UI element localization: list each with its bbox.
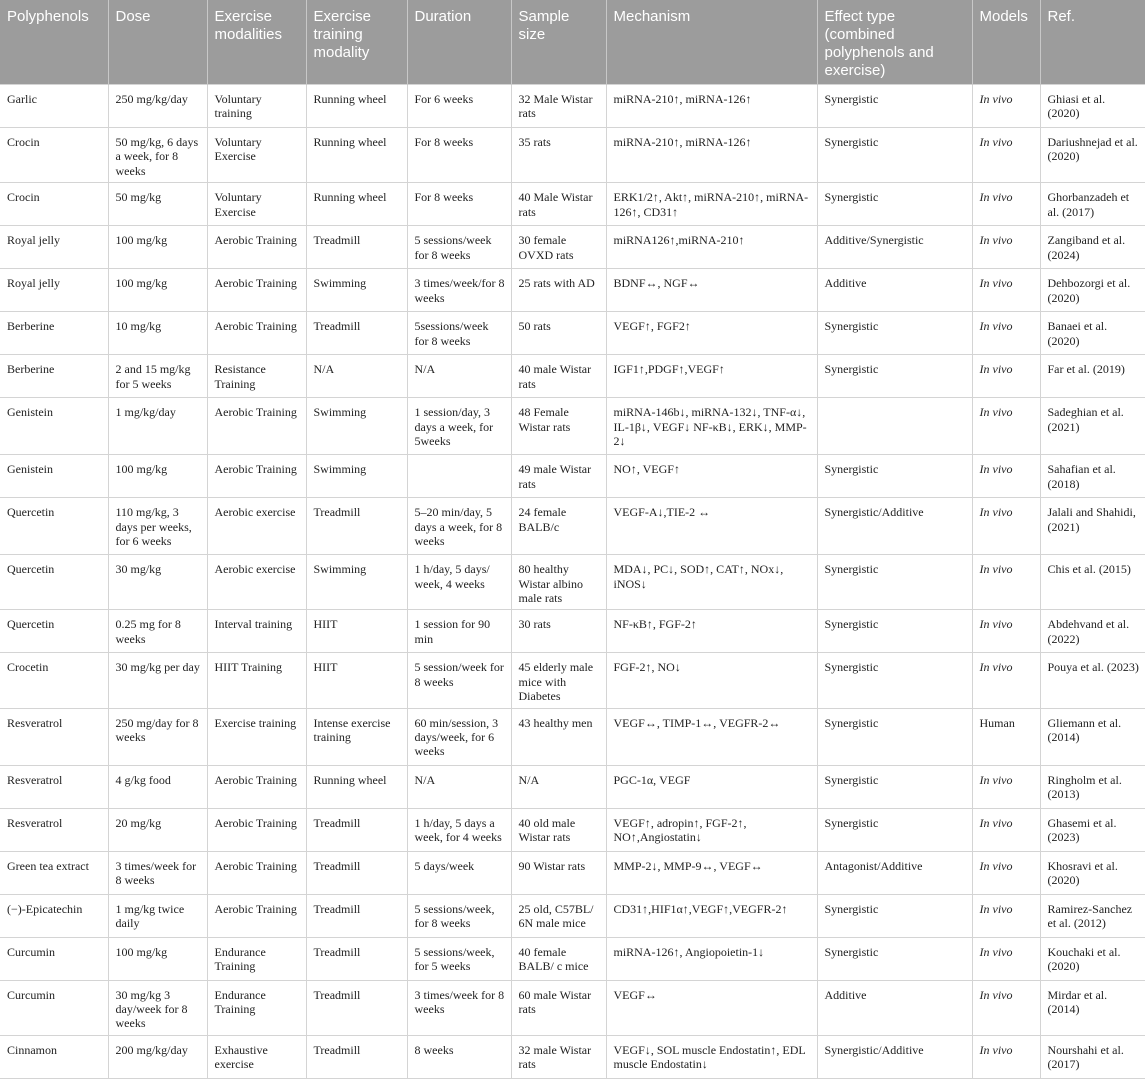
- cell-sample-size: 32 male Wistar rats: [511, 1035, 606, 1078]
- cell-polyphenol: Royal jelly: [0, 226, 108, 269]
- cell-training-modality: Treadmill: [306, 498, 407, 555]
- cell-training-modality: Treadmill: [306, 937, 407, 980]
- table-header: [0, 0, 1145, 85]
- cell-dose: 1 mg/kg/day: [108, 398, 207, 455]
- cell-exercise-modality: Exercise training: [207, 708, 306, 765]
- table-row: [0, 398, 1145, 455]
- header-polyphenols: Polyphenols: [0, 0, 108, 85]
- cell-effect-type: Synergistic: [817, 555, 972, 610]
- cell-mechanism: VEGF↓, SOL muscle Endostatin↑, EDL muscle Endostatin↓: [606, 1035, 817, 1078]
- cell-models: In vivo: [972, 498, 1040, 555]
- cell-training-modality: Treadmill: [306, 312, 407, 355]
- cell-ref: Ghorbanzadeh et al. (2017): [1040, 183, 1145, 226]
- cell-duration: 1 session for 90 min: [407, 610, 511, 653]
- cell-sample-size: 35 rats: [511, 128, 606, 183]
- cell-duration: For 8 weeks: [407, 183, 511, 226]
- cell-sample-size: 48 Female Wistar rats: [511, 398, 606, 455]
- cell-mechanism: VEGF↔, TIMP-1↔, VEGFR-2↔: [606, 708, 817, 765]
- cell-mechanism: VEGF-A↓,TIE-2 ↔: [606, 498, 817, 555]
- cell-exercise-modality: Resistance Training: [207, 355, 306, 398]
- cell-mechanism: miRNA-126↑, Angiopoietin-1↓: [606, 937, 817, 980]
- cell-effect-type: Synergistic: [817, 937, 972, 980]
- cell-polyphenol: (−)-Epicatechin: [0, 894, 108, 937]
- cell-exercise-modality: Aerobic exercise: [207, 555, 306, 610]
- cell-polyphenol: Garlic: [0, 85, 108, 128]
- cell-polyphenol: Cinnamon: [0, 1035, 108, 1078]
- cell-polyphenol: Curcumin: [0, 980, 108, 1035]
- table-body: [0, 85, 1145, 1079]
- cell-dose: 100 mg/kg: [108, 269, 207, 312]
- cell-dose: 30 mg/kg per day: [108, 653, 207, 708]
- header-ref: Ref.: [1040, 0, 1145, 85]
- cell-mechanism: ERK1/2↑, Akt↑, miRNA-210↑, miRNA-126↑, CD31↑: [606, 183, 817, 226]
- cell-exercise-modality: Exhaustive exercise: [207, 1035, 306, 1078]
- cell-polyphenol: Crocin: [0, 183, 108, 226]
- cell-ref: Khosravi et al. (2020): [1040, 851, 1145, 894]
- cell-effect-type: Synergistic: [817, 808, 972, 851]
- table-row: [0, 128, 1145, 183]
- table-row: [0, 312, 1145, 355]
- cell-ref: Mirdar et al. (2014): [1040, 980, 1145, 1035]
- cell-mechanism: MMP-2↓, MMP-9↔, VEGF↔: [606, 851, 817, 894]
- cell-effect-type: Synergistic: [817, 183, 972, 226]
- cell-dose: 50 mg/kg: [108, 183, 207, 226]
- cell-exercise-modality: Aerobic Training: [207, 808, 306, 851]
- cell-ref: Far et al. (2019): [1040, 355, 1145, 398]
- cell-effect-type: Synergistic: [817, 128, 972, 183]
- cell-duration: 5sessions/week for 8 weeks: [407, 312, 511, 355]
- cell-models: Human: [972, 708, 1040, 765]
- cell-exercise-modality: HIIT Training: [207, 653, 306, 708]
- table-row: [0, 226, 1145, 269]
- cell-ref: Zangiband et al. (2024): [1040, 226, 1145, 269]
- cell-training-modality: Treadmill: [306, 226, 407, 269]
- cell-duration: N/A: [407, 765, 511, 808]
- cell-polyphenol: Curcumin: [0, 937, 108, 980]
- cell-ref: Banaei et al. (2020): [1040, 312, 1145, 355]
- cell-sample-size: 32 Male Wistar rats: [511, 85, 606, 128]
- cell-sample-size: 25 old, C57BL/ 6N male mice: [511, 894, 606, 937]
- cell-effect-type: Synergistic: [817, 653, 972, 708]
- cell-dose: 30 mg/kg 3 day/week for 8 weeks: [108, 980, 207, 1035]
- cell-effect-type: Synergistic/Additive: [817, 498, 972, 555]
- header-exercise-modalities: Exercise modalities: [207, 0, 306, 85]
- cell-models: In vivo: [972, 937, 1040, 980]
- table-row: [0, 937, 1145, 980]
- cell-dose: 100 mg/kg: [108, 937, 207, 980]
- cell-sample-size: 43 healthy men: [511, 708, 606, 765]
- cell-duration: 5 sessions/week, for 8 weeks: [407, 894, 511, 937]
- cell-duration: 5–20 min/day, 5 days a week, for 8 weeks: [407, 498, 511, 555]
- cell-polyphenol: Genistein: [0, 398, 108, 455]
- cell-mechanism: VEGF↔: [606, 980, 817, 1035]
- cell-mechanism: miRNA-146b↓, miRNA-132↓, TNF-α↓, IL-1β↓, VEGF↓ NF-κB↓, ERK↓, MMP-2↓: [606, 398, 817, 455]
- cell-exercise-modality: Endurance Training: [207, 980, 306, 1035]
- cell-mechanism: NO↑, VEGF↑: [606, 455, 817, 498]
- cell-models: In vivo: [972, 610, 1040, 653]
- cell-duration: 3 times/week for 8 weeks: [407, 980, 511, 1035]
- cell-training-modality: Treadmill: [306, 808, 407, 851]
- cell-models: In vivo: [972, 980, 1040, 1035]
- cell-polyphenol: Royal jelly: [0, 269, 108, 312]
- cell-models: In vivo: [972, 312, 1040, 355]
- cell-models: In vivo: [972, 355, 1040, 398]
- table-row: [0, 555, 1145, 610]
- cell-effect-type: Synergistic: [817, 312, 972, 355]
- cell-mechanism: FGF-2↑, NO↓: [606, 653, 817, 708]
- cell-duration: For 6 weeks: [407, 85, 511, 128]
- header-models: Models: [972, 0, 1040, 85]
- cell-training-modality: Swimming: [306, 555, 407, 610]
- cell-polyphenol: Berberine: [0, 312, 108, 355]
- cell-ref: Nourshahi et al. (2017): [1040, 1035, 1145, 1078]
- cell-dose: 3 times/week for 8 weeks: [108, 851, 207, 894]
- header-sample-size: Sample size: [511, 0, 606, 85]
- cell-models: In vivo: [972, 1035, 1040, 1078]
- cell-training-modality: Running wheel: [306, 765, 407, 808]
- cell-polyphenol: Quercetin: [0, 555, 108, 610]
- cell-sample-size: 40 male Wistar rats: [511, 355, 606, 398]
- table-row: [0, 653, 1145, 708]
- cell-mechanism: miRNA-210↑, miRNA-126↑: [606, 128, 817, 183]
- cell-ref: Pouya et al. (2023): [1040, 653, 1145, 708]
- cell-sample-size: 40 female BALB/ c mice: [511, 937, 606, 980]
- cell-models: In vivo: [972, 555, 1040, 610]
- cell-polyphenol: Resveratrol: [0, 765, 108, 808]
- cell-polyphenol: Quercetin: [0, 610, 108, 653]
- table-row: [0, 355, 1145, 398]
- cell-models: In vivo: [972, 183, 1040, 226]
- table-row: [0, 851, 1145, 894]
- cell-polyphenol: Quercetin: [0, 498, 108, 555]
- cell-exercise-modality: Aerobic Training: [207, 398, 306, 455]
- cell-duration: For 8 weeks: [407, 128, 511, 183]
- table-row: [0, 498, 1145, 555]
- cell-polyphenol: Resveratrol: [0, 808, 108, 851]
- cell-sample-size: 40 old male Wistar rats: [511, 808, 606, 851]
- cell-mechanism: NF-κB↑, FGF-2↑: [606, 610, 817, 653]
- cell-dose: 0.25 mg for 8 weeks: [108, 610, 207, 653]
- cell-polyphenol: Crocetin: [0, 653, 108, 708]
- cell-ref: Abdehvand et al. (2022): [1040, 610, 1145, 653]
- cell-exercise-modality: Aerobic exercise: [207, 498, 306, 555]
- cell-training-modality: Swimming: [306, 398, 407, 455]
- cell-duration: N/A: [407, 355, 511, 398]
- cell-effect-type: Synergistic/Additive: [817, 1035, 972, 1078]
- table-row: [0, 610, 1145, 653]
- cell-training-modality: HIIT: [306, 610, 407, 653]
- cell-duration: 60 min/session, 3 days/week, for 6 weeks: [407, 708, 511, 765]
- cell-effect-type: Synergistic: [817, 455, 972, 498]
- table-row: [0, 85, 1145, 128]
- cell-exercise-modality: Aerobic Training: [207, 851, 306, 894]
- cell-dose: 200 mg/kg/day: [108, 1035, 207, 1078]
- cell-mechanism: miRNA126↑,miRNA-210↑: [606, 226, 817, 269]
- cell-effect-type: Additive: [817, 269, 972, 312]
- cell-sample-size: 80 healthy Wistar albino male rats: [511, 555, 606, 610]
- cell-models: In vivo: [972, 455, 1040, 498]
- cell-effect-type: Additive: [817, 980, 972, 1035]
- table-row: [0, 183, 1145, 226]
- cell-models: In vivo: [972, 765, 1040, 808]
- cell-dose: 50 mg/kg, 6 days a week, for 8 weeks: [108, 128, 207, 183]
- cell-sample-size: 40 Male Wistar rats: [511, 183, 606, 226]
- cell-ref: Ringholm et al. (2013): [1040, 765, 1145, 808]
- cell-duration: 1 h/day, 5 days a week, for 4 weeks: [407, 808, 511, 851]
- cell-models: In vivo: [972, 128, 1040, 183]
- cell-training-modality: Running wheel: [306, 183, 407, 226]
- cell-effect-type: Antagonist/Additive: [817, 851, 972, 894]
- header-mechanism: Mechanism: [606, 0, 817, 85]
- cell-training-modality: Treadmill: [306, 894, 407, 937]
- cell-exercise-modality: Aerobic Training: [207, 894, 306, 937]
- cell-models: In vivo: [972, 226, 1040, 269]
- header-duration: Duration: [407, 0, 511, 85]
- cell-models: In vivo: [972, 808, 1040, 851]
- cell-dose: 10 mg/kg: [108, 312, 207, 355]
- cell-dose: 2 and 15 mg/kg for 5 weeks: [108, 355, 207, 398]
- table-row: [0, 808, 1145, 851]
- cell-effect-type: [817, 398, 972, 455]
- cell-ref: Gliemann et al. (2014): [1040, 708, 1145, 765]
- cell-effect-type: Synergistic: [817, 894, 972, 937]
- cell-mechanism: miRNA-210↑, miRNA-126↑: [606, 85, 817, 128]
- cell-training-modality: N/A: [306, 355, 407, 398]
- cell-training-modality: Treadmill: [306, 1035, 407, 1078]
- cell-mechanism: MDA↓, PC↓, SOD↑, CAT↑, NOx↓, iNOS↓: [606, 555, 817, 610]
- cell-sample-size: 90 Wistar rats: [511, 851, 606, 894]
- cell-sample-size: N/A: [511, 765, 606, 808]
- cell-mechanism: IGF1↑,PDGF↑,VEGF↑: [606, 355, 817, 398]
- cell-models: In vivo: [972, 851, 1040, 894]
- cell-ref: Sadeghian et al. (2021): [1040, 398, 1145, 455]
- header-effect-type: Effect type (combined polyphenols and exercise): [817, 0, 972, 85]
- cell-training-modality: Intense exercise training: [306, 708, 407, 765]
- cell-mechanism: BDNF↔, NGF↔: [606, 269, 817, 312]
- cell-models: In vivo: [972, 653, 1040, 708]
- cell-exercise-modality: Voluntary Exercise: [207, 183, 306, 226]
- cell-models: In vivo: [972, 398, 1040, 455]
- cell-ref: Ghasemi et al. (2023): [1040, 808, 1145, 851]
- cell-dose: 100 mg/kg: [108, 226, 207, 269]
- table-row: [0, 455, 1145, 498]
- cell-effect-type: Synergistic: [817, 355, 972, 398]
- cell-sample-size: 50 rats: [511, 312, 606, 355]
- cell-mechanism: VEGF↑, adropin↑, FGF-2↑, NO↑,Angiostatin↓: [606, 808, 817, 851]
- cell-models: In vivo: [972, 894, 1040, 937]
- cell-training-modality: Treadmill: [306, 851, 407, 894]
- cell-polyphenol: Berberine: [0, 355, 108, 398]
- cell-effect-type: Synergistic: [817, 765, 972, 808]
- cell-training-modality: Swimming: [306, 269, 407, 312]
- cell-exercise-modality: Aerobic Training: [207, 765, 306, 808]
- cell-dose: 100 mg/kg: [108, 455, 207, 498]
- cell-exercise-modality: Interval training: [207, 610, 306, 653]
- table-row: [0, 708, 1145, 765]
- table-row: [0, 269, 1145, 312]
- cell-duration: 1 session/day, 3 days a week, for 5weeks: [407, 398, 511, 455]
- cell-exercise-modality: Endurance Training: [207, 937, 306, 980]
- cell-ref: Jalali and Shahidi, (2021): [1040, 498, 1145, 555]
- cell-duration: [407, 455, 511, 498]
- cell-dose: 250 mg/day for 8 weeks: [108, 708, 207, 765]
- cell-dose: 1 mg/kg twice daily: [108, 894, 207, 937]
- cell-duration: 5 sessions/week, for 5 weeks: [407, 937, 511, 980]
- cell-sample-size: 30 female OVXD rats: [511, 226, 606, 269]
- cell-models: In vivo: [972, 269, 1040, 312]
- cell-dose: 250 mg/kg/day: [108, 85, 207, 128]
- cell-duration: 3 times/week/for 8 weeks: [407, 269, 511, 312]
- table-row: [0, 894, 1145, 937]
- cell-exercise-modality: Aerobic Training: [207, 269, 306, 312]
- cell-effect-type: Synergistic: [817, 85, 972, 128]
- cell-ref: Kouchaki et al. (2020): [1040, 937, 1145, 980]
- header-exercise-training-modality: Exercise training modality: [306, 0, 407, 85]
- cell-effect-type: Synergistic: [817, 708, 972, 765]
- cell-training-modality: Swimming: [306, 455, 407, 498]
- cell-exercise-modality: Aerobic Training: [207, 312, 306, 355]
- cell-duration: 5 sessions/week for 8 weeks: [407, 226, 511, 269]
- cell-ref: Ghiasi et al. (2020): [1040, 85, 1145, 128]
- cell-exercise-modality: Aerobic Training: [207, 455, 306, 498]
- cell-ref: Chis et al. (2015): [1040, 555, 1145, 610]
- cell-ref: Ramirez-Sanchez et al. (2012): [1040, 894, 1145, 937]
- cell-sample-size: 45 elderly male mice with Diabetes: [511, 653, 606, 708]
- cell-dose: 30 mg/kg: [108, 555, 207, 610]
- cell-sample-size: 60 male Wistar rats: [511, 980, 606, 1035]
- cell-sample-size: 24 female BALB/c: [511, 498, 606, 555]
- cell-duration: 1 h/day, 5 days/ week, 4 weeks: [407, 555, 511, 610]
- cell-mechanism: PGC-1α, VEGF: [606, 765, 817, 808]
- cell-dose: 20 mg/kg: [108, 808, 207, 851]
- table-row: [0, 1035, 1145, 1078]
- cell-training-modality: Treadmill: [306, 980, 407, 1035]
- cell-effect-type: Additive/Synergistic: [817, 226, 972, 269]
- table-row: [0, 980, 1145, 1035]
- cell-duration: 5 session/week for 8 weeks: [407, 653, 511, 708]
- cell-duration: 5 days/week: [407, 851, 511, 894]
- cell-ref: Dariushnejad et al. (2020): [1040, 128, 1145, 183]
- cell-ref: Sahafian et al. (2018): [1040, 455, 1145, 498]
- cell-exercise-modality: Voluntary training: [207, 85, 306, 128]
- cell-mechanism: CD31↑,HIF1α↑,VEGF↑,VEGFR-2↑: [606, 894, 817, 937]
- cell-polyphenol: Green tea extract: [0, 851, 108, 894]
- cell-sample-size: 25 rats with AD: [511, 269, 606, 312]
- cell-exercise-modality: Aerobic Training: [207, 226, 306, 269]
- cell-training-modality: Running wheel: [306, 85, 407, 128]
- cell-mechanism: VEGF↑, FGF2↑: [606, 312, 817, 355]
- cell-sample-size: 30 rats: [511, 610, 606, 653]
- cell-polyphenol: Genistein: [0, 455, 108, 498]
- cell-duration: 8 weeks: [407, 1035, 511, 1078]
- cell-training-modality: Running wheel: [306, 128, 407, 183]
- cell-exercise-modality: Voluntary Exercise: [207, 128, 306, 183]
- cell-training-modality: HIIT: [306, 653, 407, 708]
- cell-dose: 4 g/kg food: [108, 765, 207, 808]
- header-row: [0, 0, 1145, 85]
- cell-sample-size: 49 male Wistar rats: [511, 455, 606, 498]
- table-row: [0, 765, 1145, 808]
- cell-polyphenol: Resveratrol: [0, 708, 108, 765]
- cell-models: In vivo: [972, 85, 1040, 128]
- header-dose: Dose: [108, 0, 207, 85]
- cell-polyphenol: Crocin: [0, 128, 108, 183]
- cell-ref: Dehbozorgi et al. (2020): [1040, 269, 1145, 312]
- cell-dose: 110 mg/kg, 3 days per weeks, for 6 weeks: [108, 498, 207, 555]
- cell-effect-type: Synergistic: [817, 610, 972, 653]
